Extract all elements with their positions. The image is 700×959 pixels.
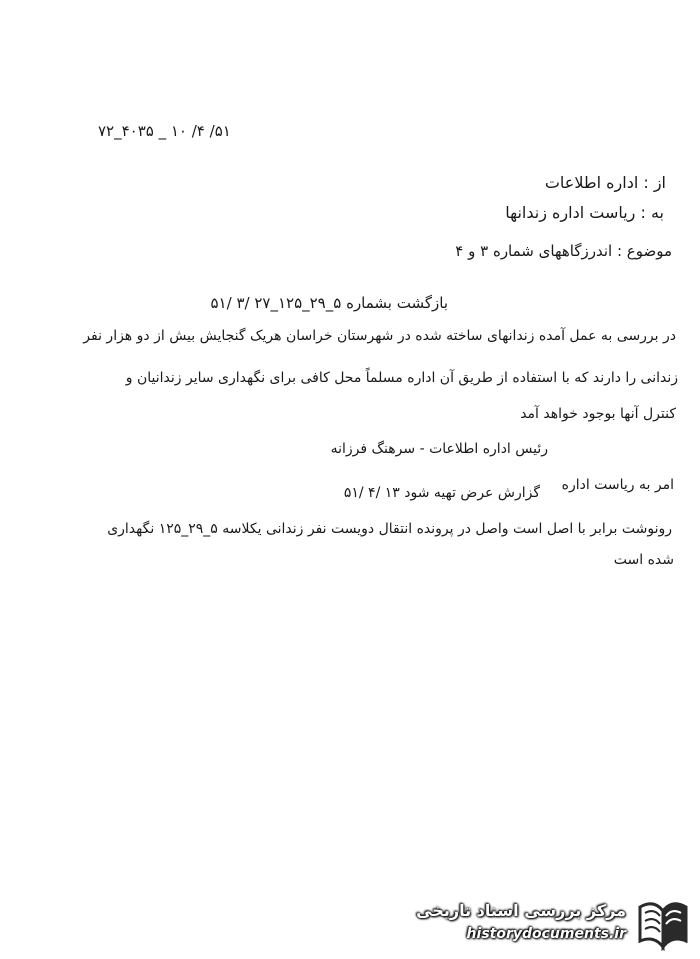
signature-line: رئیس اداره اطلاعات - سرهنگ فرزانه (330, 441, 548, 457)
copy-note-line: رونوشت برابر با اصل است واصل در پرونده انتقال دویست نفر زندانی یکلاسه ۵_۲۹_۱۲۵ نگهداری (107, 521, 672, 537)
body-line: زندانی را دارند که با استفاده از طریق آن اداره مسلماً محل کافی برای نگهداری سایر زندانیان و (125, 370, 678, 386)
body-line: در بررسی به عمل آمده زندانهای ساخته شده در شهرستان خراسان هریک گنجایش بیش از دو هزار نفر (83, 328, 676, 344)
copy-note-line: شده است (613, 552, 674, 568)
archive-watermark (416, 895, 694, 953)
document-reference-number: ۷۲_۴۰۳۵ _ ۱۰ /۴ /۵۱ (98, 122, 231, 140)
sender-line: از : اداره اطلاعات (544, 173, 666, 192)
addressed-to-line: امر به ریاست اداره (561, 477, 674, 493)
watermark-title: مرکز بررسی اسناد تاریخی (416, 901, 626, 920)
recipient-line: به : ریاست اداره زندانها (505, 203, 664, 222)
subject-line: موضوع : اندرزگاههای شماره ۳ و ۴ (455, 242, 672, 260)
watermark-url: historydocuments.ir (466, 926, 626, 942)
body-line: کنترل آنها بوجود خواهد آمد (520, 406, 676, 422)
report-instruction-line: گزارش عرض تهیه شود ۱۳ /۴ /۵۱ (343, 485, 540, 501)
return-reference-line: بازگشت بشماره ۵_۲۹_۱۲۵_۲۷ /۳ /۵۱ (210, 294, 448, 312)
open-book-icon (634, 897, 692, 951)
